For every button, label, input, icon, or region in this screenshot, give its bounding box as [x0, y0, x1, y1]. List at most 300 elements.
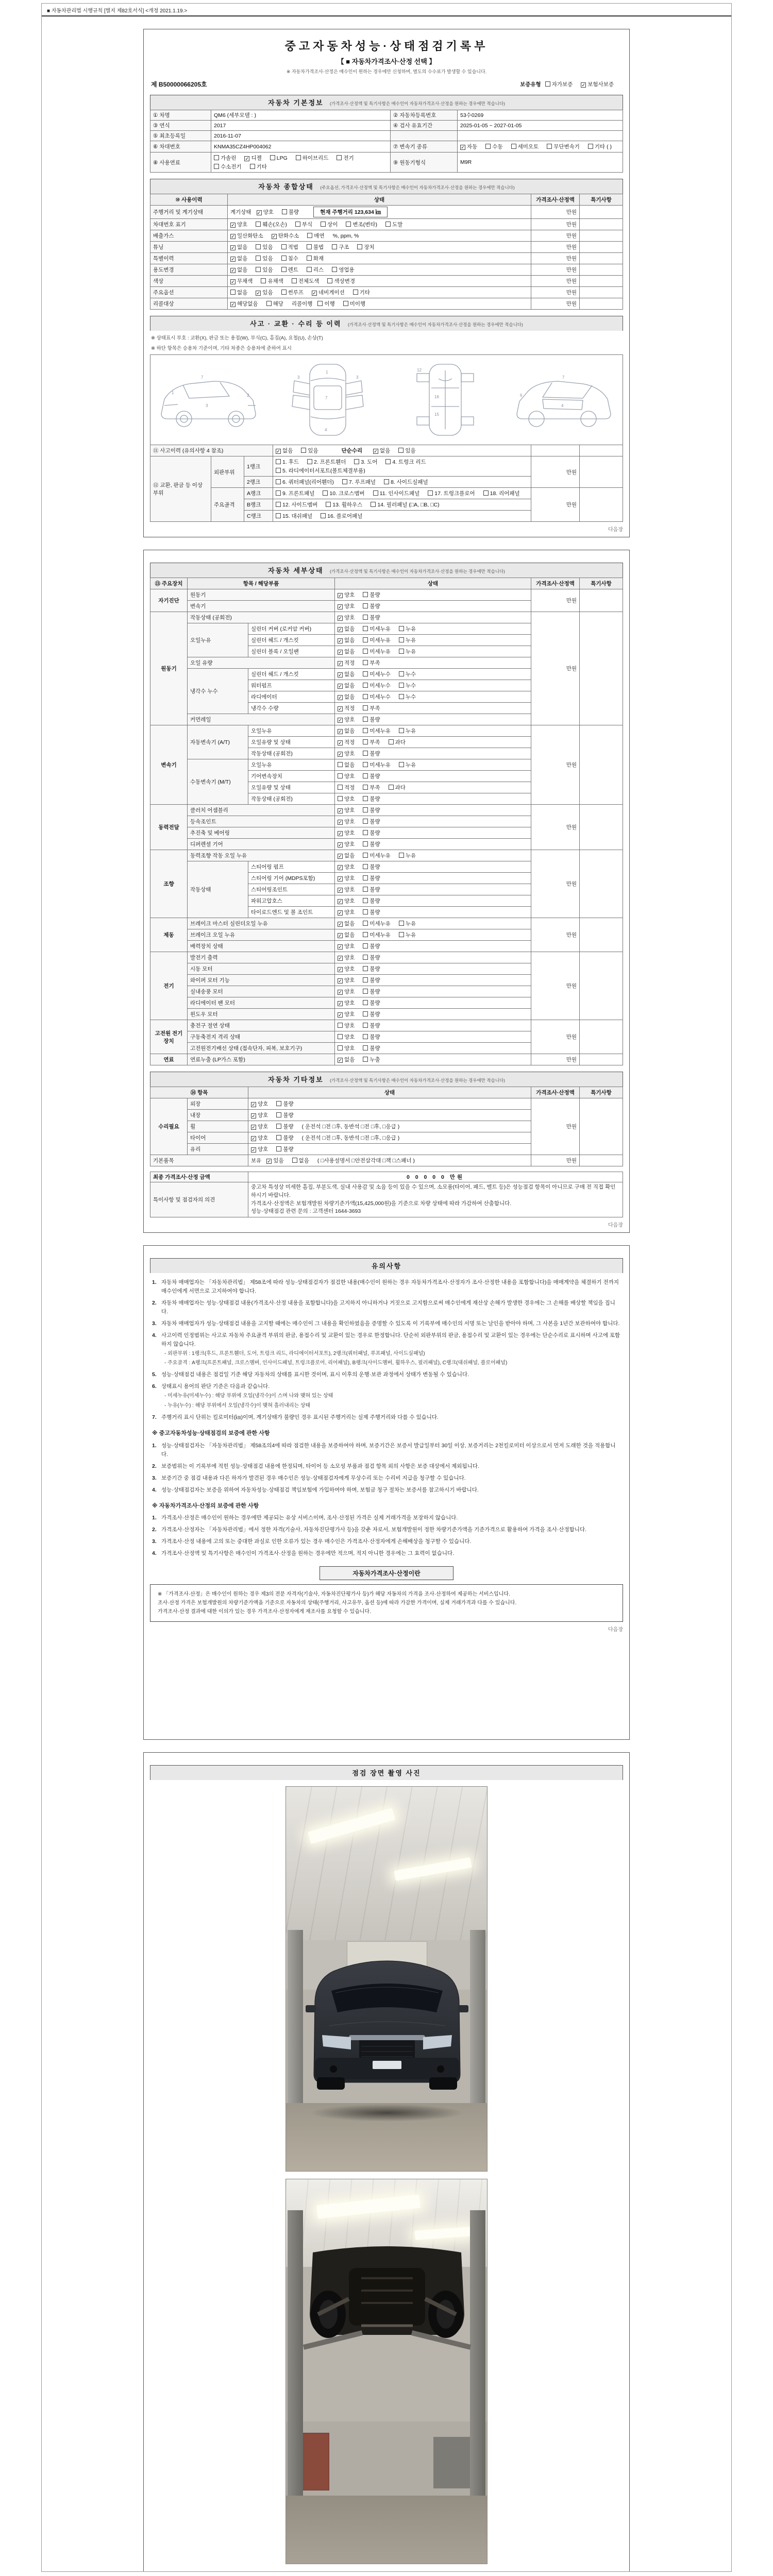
checkbox-unchecked	[256, 256, 261, 261]
option-label: 양호	[344, 966, 355, 972]
option	[338, 602, 355, 611]
option	[363, 806, 380, 815]
checkbox-unchecked	[428, 490, 433, 496]
checkbox-unchecked	[266, 301, 272, 306]
option	[338, 692, 355, 701]
option-label: 누유	[405, 853, 416, 859]
option	[317, 299, 334, 308]
option-group	[251, 1101, 302, 1107]
etc-state	[248, 1098, 531, 1110]
option-label: 미세누유	[369, 921, 391, 927]
item-label: 디퍼렌셜 기어	[188, 839, 335, 850]
option-label: 불량	[369, 807, 380, 814]
checkbox-unchecked	[363, 1000, 368, 1005]
option-label: 변조(변타)	[352, 222, 378, 228]
field-label: ② 자동차등록번호	[391, 110, 458, 121]
etc-state	[248, 1110, 531, 1121]
item-state	[335, 759, 531, 771]
item-state	[335, 986, 531, 997]
summary-row	[150, 230, 623, 242]
option-label: 불량	[369, 943, 380, 950]
item-state	[335, 1009, 531, 1020]
column-header: ⑭ 항목	[150, 1087, 248, 1098]
etc-item: 타이어	[188, 1132, 248, 1144]
inspection-photo-front	[285, 1786, 488, 2172]
option-label: 있음	[308, 448, 318, 454]
option	[338, 806, 355, 815]
option	[363, 862, 380, 871]
basics-state	[248, 1155, 531, 1166]
option	[338, 998, 355, 1007]
option	[338, 647, 355, 656]
notice-text: 가격조사·산정 내용에 고의 또는 중대한 과실로 인한 오류가 있는 경우 매수인은 가격조사·산정자에게 손해배상을 청구할 수 있습니다.	[161, 1538, 472, 1545]
group-price: 만원	[531, 850, 580, 918]
checkbox-checked: ✓	[267, 1159, 272, 1164]
checkbox-unchecked	[363, 909, 368, 914]
section-title: 자동차 기타정보	[268, 1076, 324, 1083]
checkbox-unchecked	[363, 955, 368, 960]
basic-info-table	[150, 110, 623, 173]
option-group	[338, 637, 424, 643]
opinion-line: 중고차 특성상 미세한 흠집, 부분도색, 실내 사용감 및 소음 등이 있을 수 있으며, 소모품(타이어, 패드, 벨트 등)은 성능점검 항목이 아니므로 구매 전 직접 확인하시기 바랍니다.	[251, 1184, 616, 1198]
checkbox-unchecked	[326, 502, 331, 507]
rankC-items	[273, 511, 531, 522]
option-label: 렌트	[288, 267, 298, 273]
etc-state	[248, 1121, 531, 1132]
rank-label: 2랭크	[244, 477, 273, 488]
row-note	[580, 206, 623, 219]
option-group	[338, 683, 424, 689]
option-label: 부식	[301, 222, 313, 228]
option-label: 무단변속기	[553, 144, 580, 150]
notice-item	[152, 1549, 621, 1558]
next-page-label: 다음장	[608, 1223, 623, 1228]
notice-item	[152, 1474, 621, 1483]
row-note	[580, 276, 623, 287]
option	[460, 142, 477, 151]
part-label: 파워고압호스	[248, 895, 335, 907]
item-label: 브레이크 마스터 실린더오일 누유	[188, 918, 335, 929]
option	[276, 500, 317, 509]
etc-item: 내장	[188, 1110, 248, 1121]
document-title: 중고자동차성능·상태점검기록부	[284, 40, 489, 53]
row-state	[228, 276, 531, 287]
option	[363, 624, 391, 633]
option-group	[230, 222, 411, 228]
option	[281, 288, 304, 297]
field-label: ③ 연식	[150, 121, 211, 131]
option-group	[338, 966, 389, 972]
item-label: 실내송풍 모터	[188, 986, 335, 997]
notice-item	[152, 1382, 621, 1391]
option-group	[276, 490, 528, 497]
option-label: 2. 프론트휀더	[313, 459, 346, 465]
row-price: 만원	[531, 219, 580, 230]
svg-text:7: 7	[325, 396, 328, 400]
option	[385, 457, 426, 466]
checkbox-unchecked	[363, 671, 368, 676]
checkbox-unchecked	[373, 490, 378, 496]
option	[363, 658, 380, 667]
summary-row	[150, 264, 623, 276]
checkbox-checked: ✓	[276, 449, 280, 454]
notice-number: 1.	[152, 1515, 157, 1521]
checkbox-unchecked	[363, 875, 368, 880]
option	[307, 231, 324, 240]
option-group	[338, 671, 424, 677]
checkbox-checked: ✓	[251, 1102, 256, 1107]
option	[342, 478, 376, 486]
option	[292, 1156, 309, 1165]
svg-text:1: 1	[172, 391, 174, 395]
option	[307, 265, 324, 274]
notice-item	[152, 1278, 621, 1296]
checkbox-checked: ✓	[338, 627, 342, 632]
notice-text: 성능·상태점검자는 보증을 위하여 자동차성능·상태점검 책임보험에 가입하여야 하며, 보험금 청구 절차는 보증서를 참고하시기 바랍니다.	[161, 1486, 479, 1493]
part-label: 타이로드엔드 및 볼 조인트	[248, 907, 335, 918]
option	[214, 154, 236, 162]
engine-type: M9R	[458, 152, 623, 173]
option	[363, 749, 380, 758]
checkbox-unchecked	[250, 164, 255, 169]
checkbox-unchecked	[485, 144, 491, 149]
option	[363, 738, 380, 747]
row-price: 만원	[531, 206, 580, 219]
option-label: 자동	[467, 144, 478, 150]
device-group: 자기진단	[150, 589, 188, 612]
option	[338, 794, 355, 803]
option	[282, 208, 299, 216]
checkbox-unchecked	[323, 490, 328, 496]
option-label: 있음	[405, 448, 416, 454]
note-cell	[580, 488, 623, 522]
checkbox-unchecked	[363, 717, 368, 722]
item-state	[335, 714, 531, 725]
notice-number: 2.	[152, 1300, 157, 1306]
option-label: 미세누수	[369, 671, 391, 677]
checkbox-unchecked	[389, 785, 394, 790]
option-label: 가솔린	[221, 155, 237, 161]
option	[373, 446, 390, 455]
warranty-label: 보증유형	[520, 81, 541, 88]
group-price: 만원	[531, 1020, 580, 1054]
option-label: 기타	[256, 164, 267, 170]
checkbox-checked: ✓	[338, 672, 342, 677]
column-header: 특기사항	[580, 578, 623, 589]
item-state	[335, 680, 531, 691]
option-label: 양호	[344, 819, 355, 825]
item-state	[335, 601, 531, 612]
item-label: 커먼레일	[188, 714, 335, 725]
price-appraisal-box	[150, 1584, 623, 1622]
notice-text: 성능·상태점검 내용은 점검일 기준 해당 자동차의 상태를 표시한 것이며, 표시 이후의 운행·보관 과정에서 상태가 변동될 수 있습니다.	[161, 1371, 469, 1378]
option	[230, 288, 247, 297]
option-label: 구조	[339, 244, 349, 250]
summary-row	[150, 276, 623, 287]
option-label: 양호	[344, 898, 355, 904]
notice-list	[150, 1278, 623, 1558]
part-label: 냉각수 수량	[248, 703, 335, 714]
option	[545, 80, 573, 89]
option	[251, 1122, 268, 1131]
checkbox-unchecked	[363, 966, 368, 971]
checkbox-unchecked	[363, 637, 368, 642]
notice-text: 상태표시 용어의 판단 기준은 다음과 같습니다.	[161, 1383, 270, 1390]
option-group	[338, 977, 389, 984]
option-label: 자가보증	[551, 81, 573, 88]
notice-subitem: - 외판부위 : 1랭크(후드, 프론트휀더, 도어, 트렁크 리드, 라디에이터서포트), 2랭크(쿼터패널, 루프패널, 사이드실패널)	[164, 1351, 425, 1357]
detail-row	[150, 918, 623, 929]
option-group	[338, 830, 389, 836]
price-cell	[531, 445, 580, 456]
option	[326, 500, 362, 509]
field-label: ⑥ 차대번호	[150, 141, 211, 152]
option-group	[281, 244, 332, 250]
option-label: 누수	[405, 671, 416, 677]
option-label: 불량	[369, 1000, 380, 1006]
option-label: 불량	[369, 909, 380, 916]
group-note	[580, 850, 623, 918]
option	[230, 231, 263, 240]
option-label: 없음	[237, 256, 248, 262]
checkbox-unchecked	[214, 164, 219, 169]
option-label: 6. 쿼터패널(리어휀더)	[282, 479, 334, 485]
option-group	[230, 244, 281, 250]
checkbox-unchecked	[399, 694, 404, 699]
checkbox-checked: ✓	[338, 684, 342, 689]
option-label: 적정	[344, 739, 355, 745]
row-state	[228, 287, 531, 298]
option-label: 미세누수	[369, 694, 391, 700]
notice-number: 6.	[152, 1383, 157, 1390]
option-label: 양호	[258, 1135, 268, 1141]
option	[332, 243, 349, 251]
rank-label: B랭크	[244, 499, 273, 511]
option-label: 없음	[344, 694, 355, 700]
option-label: 양호	[237, 222, 248, 228]
checkbox-checked: ✓	[338, 865, 342, 870]
item-state	[335, 1054, 531, 1065]
item-state	[335, 975, 531, 986]
option-group	[338, 751, 389, 757]
checkbox-checked: ✓	[231, 257, 235, 262]
checkbox-unchecked	[363, 1034, 368, 1039]
option	[256, 243, 273, 251]
checkbox-checked: ✓	[338, 695, 342, 700]
option-group	[281, 267, 363, 273]
row-price: 만원	[531, 287, 580, 298]
device-group: 원동기	[150, 612, 188, 725]
option-label: 과다	[395, 785, 406, 791]
option-label: 15. 대쉬패널	[282, 513, 313, 519]
option	[338, 613, 355, 622]
option-label: 없음	[344, 683, 355, 689]
device-group: 변속기	[150, 725, 188, 805]
table-row	[150, 1182, 623, 1217]
checkbox-unchecked	[399, 762, 404, 767]
column-header: 상태	[335, 578, 531, 589]
section-header-notices	[150, 1258, 623, 1273]
checkbox-checked: ✓	[272, 234, 276, 239]
checkbox-unchecked	[363, 1057, 368, 1062]
option	[483, 489, 520, 498]
option-label: 부족	[369, 739, 380, 745]
item-state	[335, 963, 531, 975]
option-label: 7. 루프패널	[348, 479, 376, 485]
checkbox-unchecked	[338, 1045, 343, 1050]
item-label: 시동 모터	[188, 963, 335, 975]
next-page-label: 다음장	[608, 527, 623, 533]
checkbox-unchecked	[483, 490, 489, 496]
item-label: 클러치 어셈블리	[188, 805, 335, 816]
device-group: 연료	[150, 1054, 188, 1065]
item-state	[335, 1031, 531, 1043]
etc-state	[248, 1144, 531, 1155]
notice-number: 2.	[152, 1463, 157, 1469]
option	[338, 976, 355, 985]
option-label: 양호	[344, 603, 355, 609]
segment-text: %, ppm, %	[332, 233, 359, 239]
fuel-options	[211, 152, 391, 173]
option-label: 양호	[344, 977, 355, 984]
item-state	[335, 952, 531, 963]
section-note: (주요옵션, 가격조사·산정액 및 특기사항은 매수인이 자동차가격조사·산정을 원하는 경우에만 적습니다)	[320, 185, 515, 190]
option-group	[251, 1112, 302, 1118]
option-label: 없음	[344, 728, 355, 734]
option	[295, 220, 312, 229]
option-label: 양호	[258, 1112, 268, 1118]
option-group	[276, 502, 448, 508]
option-group	[230, 267, 281, 273]
option-label: 없음	[344, 932, 355, 938]
option-label: 침수	[288, 256, 298, 262]
option-label: 이행	[324, 301, 335, 307]
option-label: 양호	[263, 209, 274, 215]
segment-text: ( 운전석 □전 □후, 동반석 □전 □후, □응급 )	[301, 1135, 400, 1141]
comprehensive-table	[150, 194, 623, 310]
option	[363, 726, 391, 735]
item-state	[335, 748, 531, 759]
checkbox-unchecked	[256, 222, 261, 227]
option-label: 양호	[258, 1146, 268, 1153]
option	[363, 783, 380, 792]
warranty-type	[520, 80, 622, 89]
checkbox-unchecked	[363, 660, 368, 665]
etc-price: 만원	[531, 1098, 580, 1155]
option-label: 불량	[283, 1135, 294, 1141]
checkbox-unchecked	[292, 278, 297, 283]
svg-text:4: 4	[325, 428, 327, 432]
option-group	[338, 762, 424, 768]
etc-row	[150, 1098, 623, 1110]
option-label: 불량	[369, 864, 380, 870]
item-label: 자동변속기 (A/T)	[188, 725, 248, 759]
option-group	[338, 717, 389, 723]
option-label: 없음	[282, 448, 293, 454]
option-group	[338, 796, 389, 802]
option	[276, 1133, 293, 1142]
summary-row	[150, 219, 623, 230]
rank-label: 1랭크	[244, 456, 273, 477]
option	[230, 277, 253, 285]
section-header-etc	[150, 1072, 623, 1087]
option-label: 없음	[237, 267, 248, 273]
option-label: 미세누수	[369, 683, 391, 689]
checkbox-unchecked	[256, 244, 261, 249]
item-label: 등속조인트	[188, 816, 335, 827]
checkbox-unchecked	[317, 301, 323, 306]
page-3	[143, 1245, 630, 1740]
checkbox-unchecked	[399, 637, 404, 642]
row-label: 용도변경	[150, 264, 228, 276]
option	[338, 942, 355, 951]
option	[337, 154, 354, 162]
section-header-basic	[150, 95, 623, 110]
option	[343, 299, 365, 308]
notice-text: 자동차 매매업자는 성능·상태점검 내용(가격조사·산정 내용을 포함합니다)을 고지하지 아니하거나 거짓으로 고지함으로써 매수인에게 재산상 손해가 발생한 경우에는 그 손해를 배상할 책임을 집니다.	[161, 1300, 615, 1315]
option-label: 장치	[364, 244, 375, 250]
option	[338, 1010, 355, 1019]
part-label: 오일유량 및 상태	[248, 737, 335, 748]
row-note	[580, 264, 623, 276]
checkbox-checked: ✓	[338, 910, 342, 916]
section-note: (가격조사·산정액 및 특기사항은 매수인이 자동차가격조사·산정을 원하는 경우에만 적습니다)	[347, 322, 523, 327]
svg-text:4: 4	[561, 403, 564, 408]
option	[338, 1021, 355, 1030]
part-label: 라디에이터	[248, 691, 335, 703]
option-group	[332, 244, 383, 250]
option	[338, 987, 355, 996]
item-label: 배력장치 상태	[188, 941, 335, 952]
checkbox-unchecked	[276, 502, 281, 507]
option	[214, 162, 242, 171]
option	[250, 162, 267, 171]
option-label: 누유	[405, 728, 416, 734]
option	[399, 647, 416, 656]
checkbox-unchecked	[307, 256, 312, 261]
option-group	[373, 448, 424, 454]
option	[338, 840, 355, 849]
table-header-row	[150, 194, 623, 206]
notice-number: 4.	[152, 1550, 157, 1557]
option-label: LPG	[276, 155, 288, 161]
checkbox-unchecked	[354, 459, 359, 464]
option-label: 5. 라디에이터서포트(볼트체결부품)	[282, 468, 365, 474]
svg-text:3: 3	[297, 375, 300, 380]
row-label: 색상	[150, 276, 228, 287]
option	[399, 930, 416, 939]
summary-row	[150, 287, 623, 298]
item-state	[335, 589, 531, 601]
item-label: 변속기	[188, 601, 335, 612]
group-price: 만원	[531, 918, 580, 952]
vehicle-name: QM6 (세부모델 : )	[211, 110, 391, 121]
row-state	[228, 298, 531, 310]
option-label: 불량	[369, 977, 380, 984]
item-state	[335, 1043, 531, 1054]
exchange-label: ⑫ 교환, 판금 등 이상 부위	[150, 456, 211, 522]
option	[384, 478, 428, 486]
row-state	[228, 206, 531, 219]
item-label: 오일 유량	[188, 657, 335, 669]
option-label: 불량	[369, 841, 380, 848]
document-subtitle: 【 ■ 자동차가격조사·산정 선택 】	[337, 58, 436, 65]
item-state	[335, 861, 531, 873]
checkbox-unchecked	[307, 459, 312, 464]
option-label: 무채색	[237, 278, 253, 284]
option	[276, 489, 314, 498]
option	[363, 817, 380, 826]
